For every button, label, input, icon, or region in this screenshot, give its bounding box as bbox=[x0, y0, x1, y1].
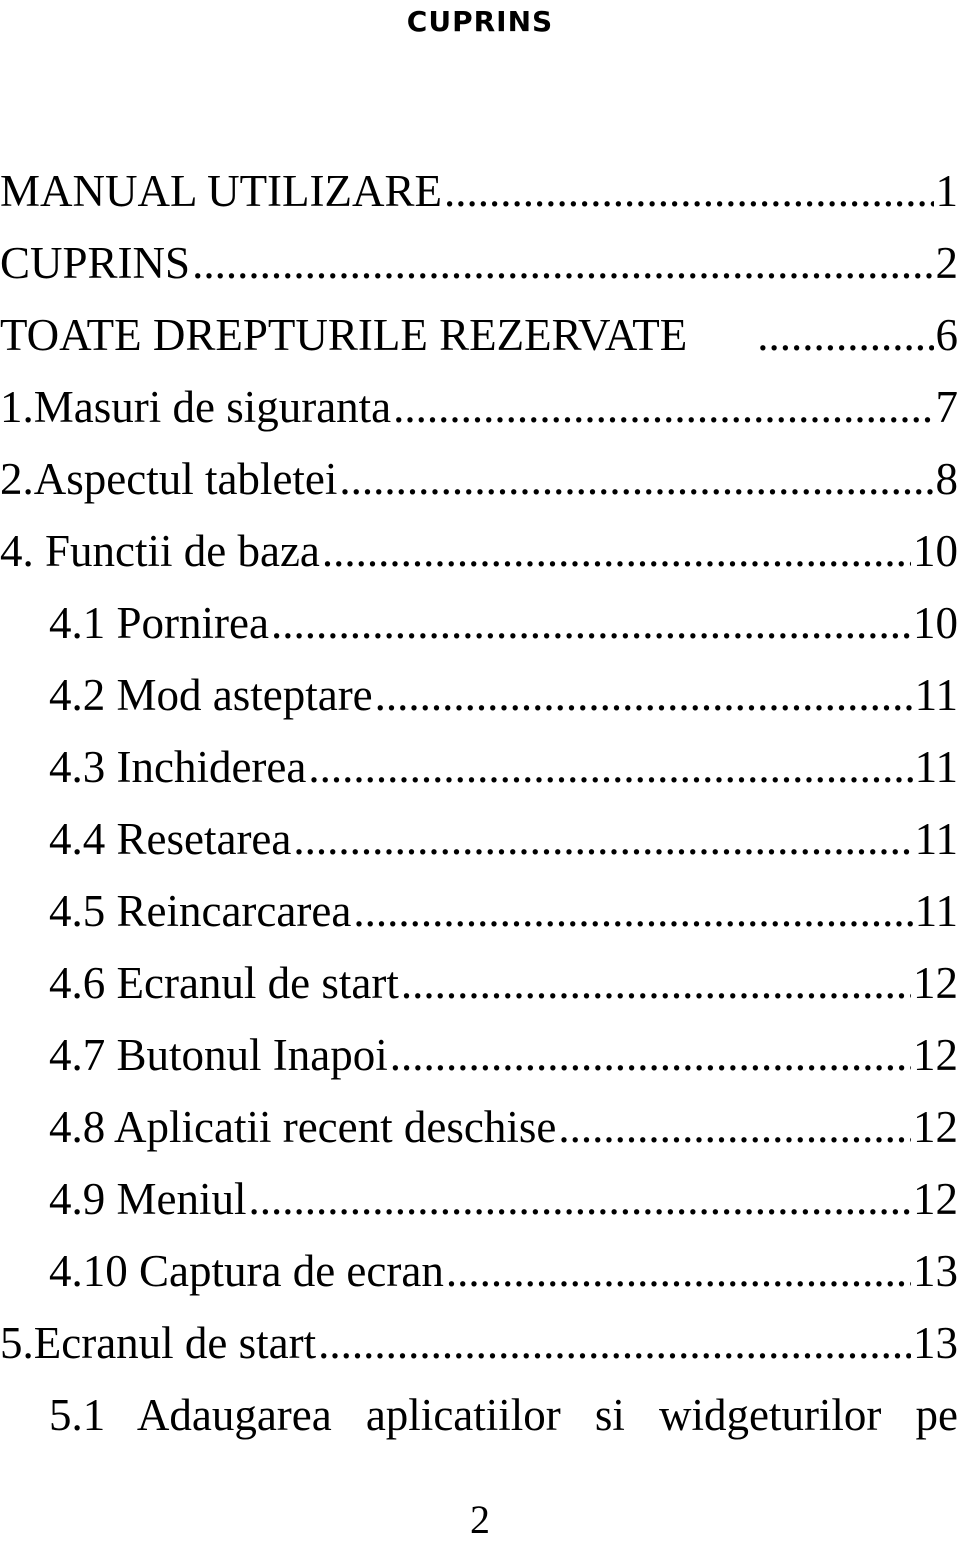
toc-entry-page: 12 bbox=[913, 958, 958, 1008]
toc-entry[interactable] bbox=[0, 947, 958, 1019]
toc-leader-dots bbox=[293, 813, 912, 865]
toc-entry[interactable] bbox=[0, 659, 958, 731]
toc-leader-dots bbox=[353, 885, 912, 937]
toc-entry-title: 4.1 Pornirea bbox=[49, 598, 269, 648]
toc-entry[interactable] bbox=[0, 1235, 958, 1307]
page-number: 2 bbox=[470, 1497, 490, 1542]
toc-entry[interactable] bbox=[0, 803, 958, 875]
toc-entry-page: 11 bbox=[914, 886, 958, 936]
toc-entry-title: 5.1 Adaugarea aplicatiilor si widgeturilor pe bbox=[49, 1390, 958, 1440]
toc-entry[interactable] bbox=[0, 1091, 958, 1163]
toc-leader-dots bbox=[249, 1173, 912, 1225]
toc-leader-dots bbox=[339, 453, 933, 505]
toc-entry-title: MANUAL UTILIZARE bbox=[0, 166, 443, 216]
toc-leader-dots bbox=[444, 165, 933, 217]
toc-entry-title: 4.10 Captura de ecran bbox=[49, 1246, 444, 1296]
toc-leader-dots bbox=[401, 957, 911, 1009]
toc-entry-title: 4.4 Resetarea bbox=[49, 814, 292, 864]
toc-entry-title: 2.Aspectul tabletei bbox=[0, 454, 338, 504]
toc-entry[interactable] bbox=[0, 443, 958, 515]
toc-leader-dots bbox=[322, 525, 911, 577]
toc-leader-dots bbox=[308, 741, 912, 793]
toc-entry[interactable] bbox=[0, 1379, 958, 1451]
toc-entry-title: 4.9 Meniul bbox=[49, 1174, 247, 1224]
toc-entry-title: 4.2 Mod asteptare bbox=[49, 670, 373, 720]
toc-entry[interactable] bbox=[0, 1019, 958, 1091]
toc-entry-page: 7 bbox=[935, 382, 958, 432]
toc-entry[interactable] bbox=[0, 875, 958, 947]
toc-leader-dots bbox=[558, 1101, 911, 1153]
toc-entry[interactable] bbox=[0, 155, 958, 227]
toc-leader-dots bbox=[393, 381, 933, 433]
toc-entry-page: 12 bbox=[913, 1174, 958, 1224]
toc-leader-dots bbox=[446, 1245, 911, 1297]
toc-leader-dots bbox=[318, 1317, 911, 1369]
toc-entry-title: 5.Ecranul de start bbox=[0, 1318, 317, 1368]
toc-leader-dots bbox=[390, 1029, 911, 1081]
toc-entry-page: 1 bbox=[935, 166, 958, 216]
toc-entry[interactable] bbox=[0, 731, 958, 803]
toc-entry-page: 13 bbox=[913, 1318, 958, 1368]
toc-entry[interactable] bbox=[0, 227, 958, 299]
toc-entry-page: 12 bbox=[913, 1102, 958, 1152]
page-title: CUPRINS bbox=[406, 5, 554, 38]
toc-entry[interactable] bbox=[0, 515, 958, 587]
toc-entry-page: 8 bbox=[935, 454, 958, 504]
toc-entry[interactable] bbox=[0, 299, 958, 371]
toc-entry-page: 11 bbox=[914, 742, 958, 792]
toc-entry[interactable] bbox=[0, 587, 958, 659]
toc-entry-page: 11 bbox=[914, 670, 958, 720]
toc-entry-title: 4. Functii de baza bbox=[0, 526, 320, 576]
toc-leader-dots bbox=[757, 309, 933, 361]
toc-entry-title: TOATE DREPTURILE REZERVATE bbox=[0, 310, 688, 360]
toc-entry[interactable] bbox=[0, 1163, 958, 1235]
toc-entry-page: 10 bbox=[913, 598, 958, 648]
toc-entry-page: 2 bbox=[935, 238, 958, 288]
toc-entry-title: 4.8 Aplicatii recent deschise bbox=[49, 1102, 557, 1152]
toc-entry-page: 6 bbox=[935, 310, 958, 360]
toc-leader-dots bbox=[271, 597, 911, 649]
toc-entry-title: 4.7 Butonul Inapoi bbox=[49, 1030, 388, 1080]
toc-leader-dots bbox=[192, 237, 933, 289]
toc-entry-page: 13 bbox=[913, 1246, 958, 1296]
toc-entry-page: 12 bbox=[913, 1030, 958, 1080]
toc-entry[interactable] bbox=[0, 1307, 958, 1379]
toc-entry-title: 1.Masuri de siguranta bbox=[0, 382, 392, 432]
toc-entry-title: 4.6 Ecranul de start bbox=[49, 958, 399, 1008]
toc-leader-dots bbox=[375, 669, 913, 721]
toc-entry-title: 4.3 Inchiderea bbox=[49, 742, 307, 792]
toc-entry-page: 10 bbox=[913, 526, 958, 576]
toc-entry-title: 4.5 Reincarcarea bbox=[49, 886, 352, 936]
toc-entry[interactable] bbox=[0, 371, 958, 443]
table-of-contents bbox=[0, 155, 958, 1451]
toc-entry-title: CUPRINS bbox=[0, 238, 191, 288]
toc-entry-page: 11 bbox=[914, 814, 958, 864]
